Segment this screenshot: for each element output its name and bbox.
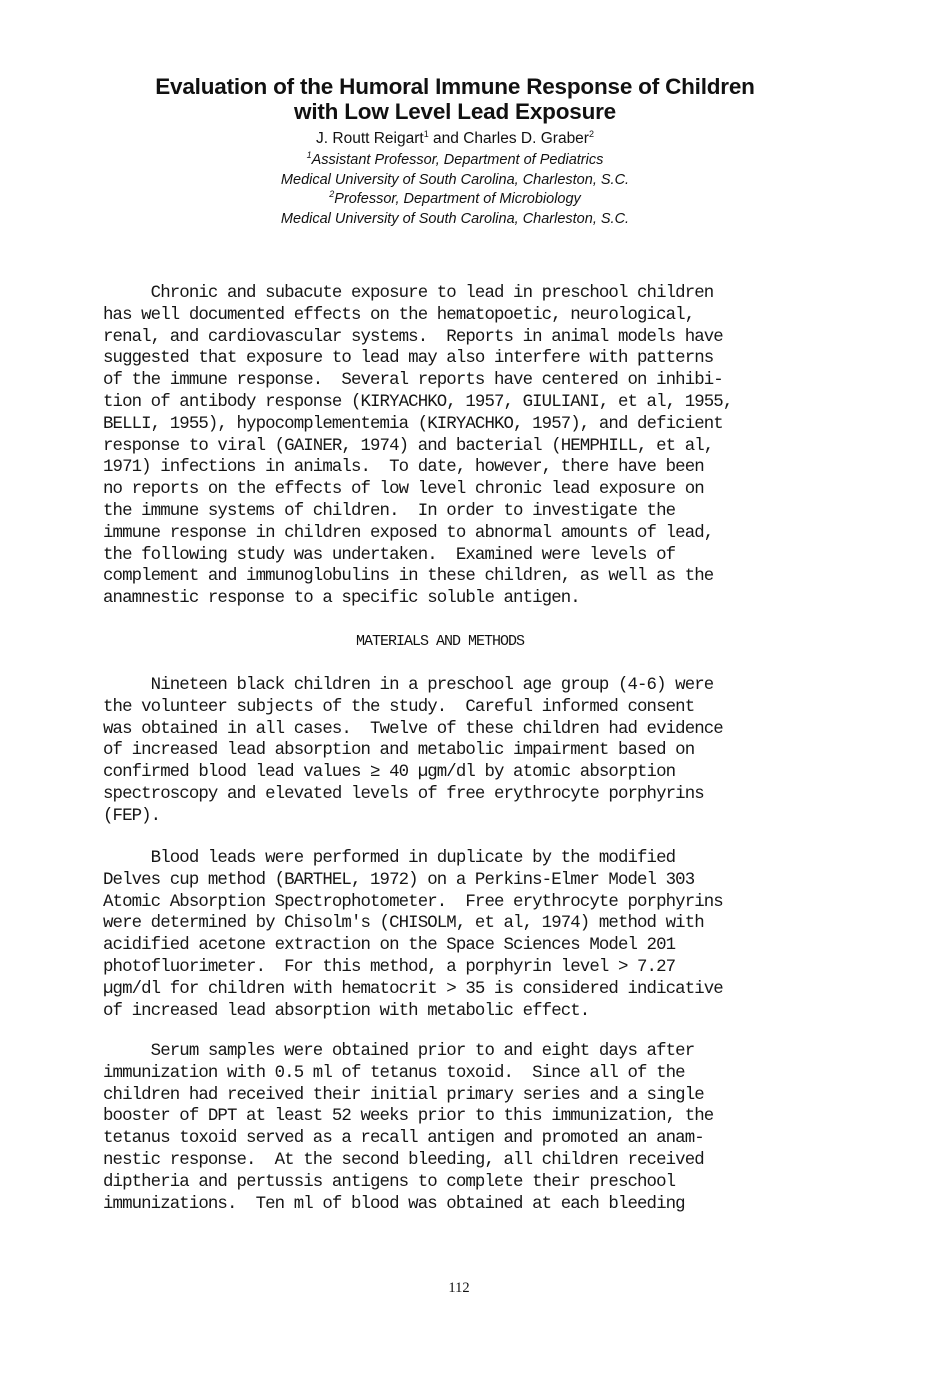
page-number: 112 [448, 1280, 470, 1296]
text-line: 1971) infections in animals. To date, however, there have been [103, 458, 704, 478]
affiliation-line: $^2$Professor, Department of Microbiology [329, 189, 581, 207]
text-line: of increased lead absorption with metabolic effect. [103, 1001, 590, 1021]
text-line: BELLI, 1955), hypocomplementemia (KIRYACHKO, 1957), and deficient [103, 414, 723, 434]
text-line: of the immune response. Several reports have centered on inhibi- [103, 371, 723, 391]
text-line: diptheria and pertussis antigens to complete their preschool [103, 1172, 676, 1192]
affiliations [0, 151, 910, 229]
text-line: immune response in children exposed to abnormal amounts of lead, [103, 523, 714, 543]
text-line: Serum samples were obtained prior to and eight days after [103, 1042, 695, 1061]
text-line: spectroscopy and elevated levels of free erythrocyte porphyrins [103, 784, 704, 804]
author-line [0, 129, 910, 148]
text-line: tion of antibody response (KIRYACHKO, 1957, GIULIANI, et al, 1955, [103, 392, 733, 412]
affiliation-line: $^1$Assistant Professor, Department of Pediatrics [306, 150, 604, 168]
author-1: J. Routt Reigart [316, 130, 424, 147]
section-heading: MATERIALS AND METHODS [355, 633, 525, 650]
text-line: the following study was undertaken. Examined were levels of [103, 545, 676, 565]
affiliation-line: Medical University of South Carolina, Charleston, S.C. [280, 210, 630, 227]
text-line: the immune systems of children. In order to investigate the [103, 501, 676, 521]
text-line: booster of DPT at least 52 weeks prior to this immunization, the [103, 1107, 714, 1127]
text-line: µgm/dl for children with hematocrit > 35 is considered indicative [103, 979, 723, 999]
author-1-footnote-mark: 1 [423, 128, 429, 139]
text-line: acidified acetone extraction on the Space Sciences Model 201 [103, 936, 676, 956]
text-line: was obtained in all cases. Twelve of these children had evidence [103, 719, 723, 739]
author-2-footnote-mark: 2 [588, 128, 594, 139]
paper-title [0, 74, 910, 124]
paragraph-serum-samples [103, 1041, 823, 1215]
text-line: (FEP). [103, 806, 161, 826]
text-line: immunization with 0.5 ml of tetanus toxoid. Since all of the [103, 1063, 685, 1083]
author-conjunction: and [428, 130, 464, 147]
text-line: photofluorimeter. For this method, a porphyrin level > 7.27 [103, 957, 676, 977]
text-line: complement and immunoglobulins in these children, as well as the [103, 567, 714, 587]
paragraph-blood-leads [103, 848, 823, 1022]
text-line: suggested that exposure to lead may also interfere with patterns [103, 349, 714, 369]
paragraph-subjects [103, 675, 823, 828]
affiliation-line: Medical University of South Carolina, Charleston, S.C. [280, 171, 630, 188]
title-line-2: with Low Level Lead Exposure [294, 99, 616, 124]
text-line: Blood leads were performed in duplicate by the modified [103, 849, 676, 868]
text-line: tetanus toxoid served as a recall antigen and promoted an anam- [103, 1129, 704, 1149]
text-line: immunizations. Ten ml of blood was obtained at each bleeding [103, 1194, 685, 1214]
text-line: Atomic Absorption Spectrophotometer. Free erythrocyte porphyrins [103, 892, 723, 912]
text-line: were determined by Chisolm's (CHISOLM, et al, 1974) method with [103, 914, 704, 934]
author-2: Charles D. Graber [463, 130, 589, 147]
text-line: anamnestic response to a specific soluble antigen. [103, 589, 580, 609]
text-line: Chronic and subacute exposure to lead in preschool children [103, 284, 714, 303]
text-line: response to viral (GAINER, 1974) and bacterial (HEMPHILL, et al, [103, 436, 714, 456]
affiliation-mark: 2 [329, 189, 335, 200]
affiliation-mark: 1 [306, 150, 312, 161]
title-line-1: Evaluation of the Humoral Immune Response of Children [155, 74, 755, 99]
paragraph-introduction [103, 283, 823, 610]
text-line: the volunteer subjects of the study. Careful informed consent [103, 697, 695, 717]
text-line: of increased lead absorption and metabolic impairment based on [103, 741, 695, 761]
text-line: children had received their initial primary series and a single [103, 1085, 704, 1105]
text-line: no reports on the effects of low level chronic lead exposure on [103, 480, 704, 500]
text-line: Nineteen black children in a preschool age group (4-6) were [103, 676, 714, 695]
text-line: has well documented effects on the hematopoetic, neurological, [103, 305, 695, 325]
text-line: confirmed blood lead values ≥ 40 µgm/dl by atomic absorption [103, 763, 676, 783]
text-line: renal, and cardiovascular systems. Reports in animal models have [103, 327, 723, 347]
text-line: Delves cup method (BARTHEL, 1972) on a Perkins-Elmer Model 303 [103, 870, 695, 890]
text-line: nestic response. At the second bleeding, all children received [103, 1150, 704, 1170]
